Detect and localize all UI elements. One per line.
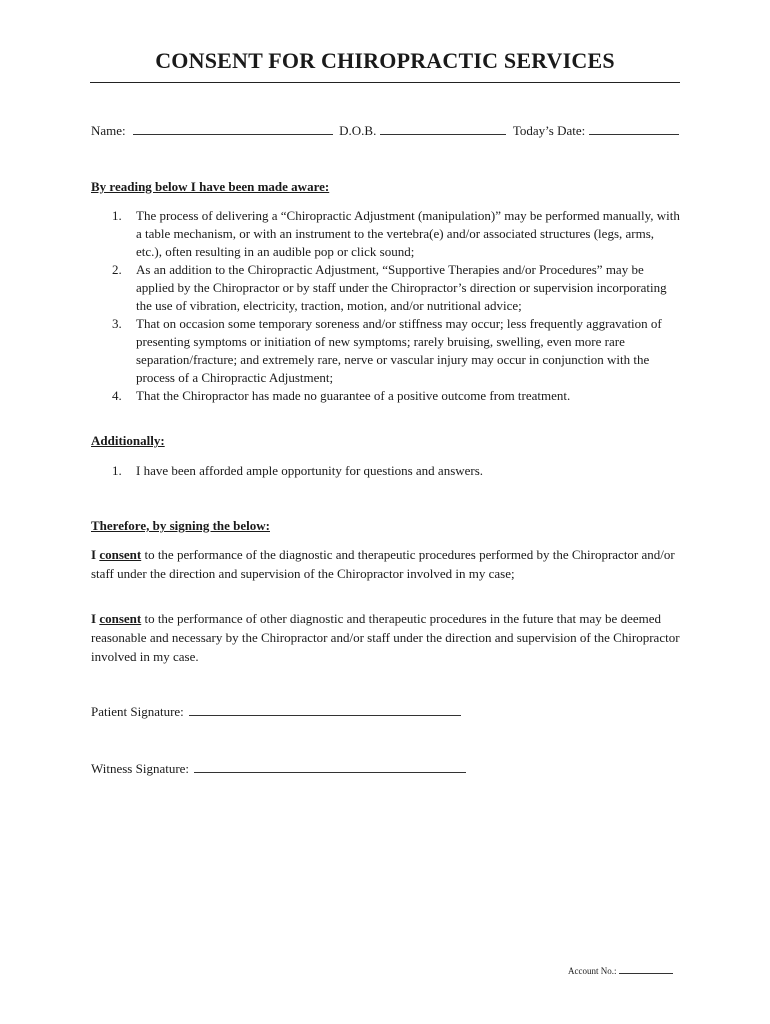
account-number-field[interactable] xyxy=(619,965,673,974)
list-item xyxy=(91,462,681,480)
list-item-number: 1. xyxy=(112,463,122,478)
patient-signature-field[interactable] xyxy=(189,703,461,716)
consent-pronoun: I xyxy=(91,611,97,626)
list-item xyxy=(91,315,681,387)
dob-label: D.O.B. xyxy=(339,123,377,138)
name-field[interactable] xyxy=(133,122,333,135)
consent-paragraph xyxy=(91,545,683,583)
todays-date-label: Today’s Date: xyxy=(512,123,586,138)
patient-signature-label: Patient Signature: xyxy=(91,704,184,719)
title-divider xyxy=(90,82,680,83)
patient-signature-row xyxy=(91,703,461,720)
consent-text: to the performance of the diagnostic and therapeutic procedures performed by the Chiropractor and/or staff under the direction and supervision of the Chiropractor involved in my case; xyxy=(91,547,675,581)
witness-signature-field[interactable] xyxy=(194,760,466,773)
consent-paragraph xyxy=(91,609,683,666)
list-item xyxy=(91,387,681,405)
additionally-heading: Additionally: xyxy=(91,433,165,448)
name-label: Name: xyxy=(91,123,126,138)
account-number-row xyxy=(568,965,673,976)
list-item-text: I have been afforded ample opportunity for questions and answers. xyxy=(136,463,484,478)
consent-text: to the performance of other diagnostic and therapeutic procedures in the future that may be deemed reasonable and necessary by the Chiropractor and/or staff under the direction and supervision of the Chiropractor involved in my case. xyxy=(91,611,680,664)
witness-signature-label: Witness Signature: xyxy=(91,761,190,776)
list-item-number: 4. xyxy=(112,388,122,403)
list-item-number: 3. xyxy=(112,316,122,331)
list-item-text: That on occasion some temporary soreness and/or stiffness may occur; less frequently aggravation of presenting symptoms or initiation of new symptoms; rarely bruising, swelling, even more rare separation/fracture; and extremely rare, nerve or vascular injury may occur in conjunction with the process of a Chiropractic Adjustment; xyxy=(136,316,662,385)
aware-heading: By reading below I have been made aware: xyxy=(91,179,330,194)
list-item-number: 2. xyxy=(112,262,122,277)
list-item xyxy=(91,261,681,315)
aware-list xyxy=(91,207,681,405)
therefore-heading: Therefore, by signing the below: xyxy=(91,518,270,533)
page-title: CONSENT FOR CHIROPRACTIC SERVICES xyxy=(155,48,615,73)
list-item-text: That the Chiropractor has made no guarantee of a positive outcome from treatment. xyxy=(136,388,571,403)
consent-keyword: consent xyxy=(99,547,142,562)
list-item-number: 1. xyxy=(112,208,122,223)
witness-signature-row xyxy=(91,760,466,777)
consent-pronoun: I xyxy=(91,547,97,562)
todays-date-field[interactable] xyxy=(589,122,679,135)
list-item xyxy=(91,207,681,261)
additional-list xyxy=(91,462,681,480)
consent-keyword: consent xyxy=(99,611,142,626)
list-item-text: As an addition to the Chiropractic Adjustment, “Supportive Therapies and/or Procedures” may be applied by the Chiropractor or by staff under the Chiropractor’s direction or supervision incorporating the use of vibration, electricity, traction, motion, and/or nutritional advice; xyxy=(136,262,667,313)
account-number-label: Account No.: xyxy=(568,966,617,976)
patient-info-fields xyxy=(91,122,691,139)
list-item-text: The process of delivering a “Chiropractic Adjustment (manipulation)” may be performed manually, with a table mechanism, or with an instrument to the vertebra(e) and/or associated structures (legs, arms, etc.), often resulting in an audible pop or click sound; xyxy=(136,208,680,259)
dob-field[interactable] xyxy=(380,122,506,135)
